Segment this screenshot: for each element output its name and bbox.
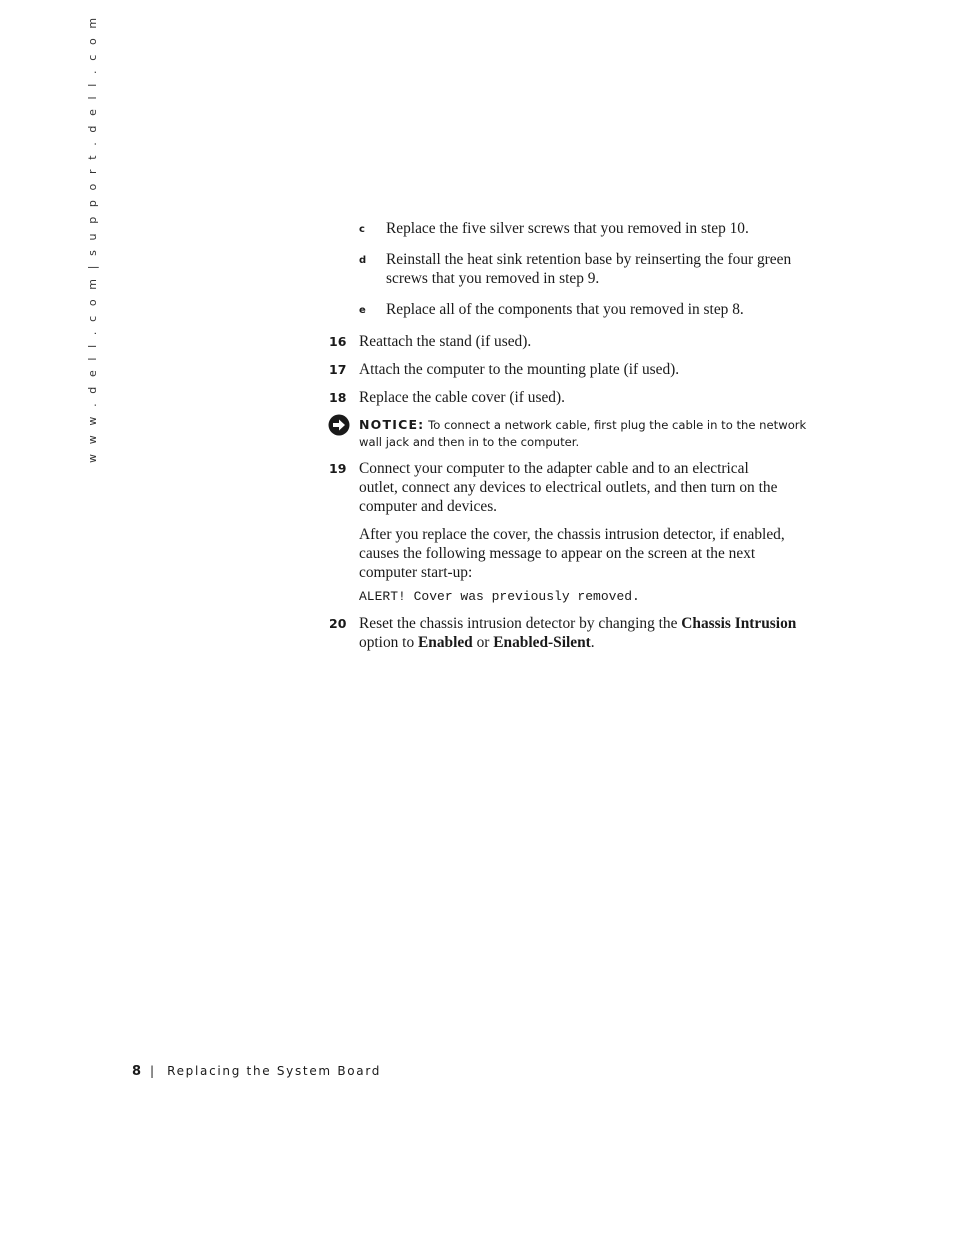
substep-d-line1: Reinstall the heat sink retention base by reinserting the four green [386, 251, 792, 268]
step-20-number: 20 [329, 616, 347, 631]
step-20-mid2: or [472, 634, 494, 651]
chassis-intrusion-option: Chassis Intrusion [681, 615, 797, 632]
substep-e-text: Replace all of the components that you removed in step 8. [386, 301, 744, 318]
side-url: w w w . d e l l . c o m | s u p p o r t . d e l l . c o m [86, 14, 99, 463]
chapter-title: Replacing the System Board [167, 1064, 382, 1078]
step-19-number: 19 [329, 461, 347, 476]
step-16-text: Reattach the stand (if used). [359, 333, 532, 350]
step-19-line1: Connect your computer to the adapter cable and to an electrical [359, 460, 749, 477]
alert-code-message: ALERT! Cover was previously removed. [359, 589, 640, 604]
step-18-text: Replace the cable cover (if used). [359, 389, 565, 406]
step-20-mid1: option to [359, 634, 418, 651]
substep-d-line2: screws that you removed in step 9. [386, 270, 600, 287]
notice-line1-text: To connect a network cable, first plug the cable in to the network [428, 418, 807, 432]
notice-label: NOTICE: [359, 417, 425, 432]
step-20-end: . [590, 634, 595, 651]
notice-arrow-icon [328, 414, 350, 436]
step-20-pre: Reset the chassis intrusion detector by changing the [359, 615, 682, 632]
step-19-text [359, 459, 829, 516]
step-19-paragraph-2 [359, 525, 829, 582]
step-20-text [359, 614, 829, 652]
substep-e-letter: e [359, 305, 366, 316]
page-number: 8 [132, 1064, 142, 1079]
enabled-option: Enabled [418, 634, 473, 651]
step-20-line1 [359, 614, 829, 633]
step-18-number: 18 [329, 390, 347, 405]
substep-d-letter: d [359, 255, 367, 266]
footer-separator: | [150, 1064, 155, 1078]
step-16-number: 16 [329, 334, 347, 349]
substep-c-letter: c [359, 224, 365, 235]
enabled-silent-option: Enabled-Silent [493, 634, 591, 651]
substep-d-text [386, 250, 826, 288]
step-17-text: Attach the computer to the mounting plate (if used). [359, 361, 680, 378]
step-19-line2: outlet, connect any devices to electrical outlets, and then turn on the [359, 479, 778, 496]
step-17-number: 17 [329, 362, 347, 377]
substep-c-text: Replace the five silver screws that you removed in step 10. [386, 220, 749, 237]
step-19-para2-line1: After you replace the cover, the chassis intrusion detector, if enabled, [359, 526, 785, 543]
notice-line2: wall jack and then in to the computer. [359, 435, 580, 449]
notice-text [359, 416, 819, 451]
step-19-para2-line3: computer start-up: [359, 564, 473, 581]
step-19-line3: computer and devices. [359, 498, 498, 515]
step-19-para2-line2: causes the following message to appear on the screen at the next [359, 545, 756, 562]
notice-line1 [359, 416, 819, 434]
page-footer [132, 1062, 381, 1080]
step-20-line2 [359, 633, 829, 652]
